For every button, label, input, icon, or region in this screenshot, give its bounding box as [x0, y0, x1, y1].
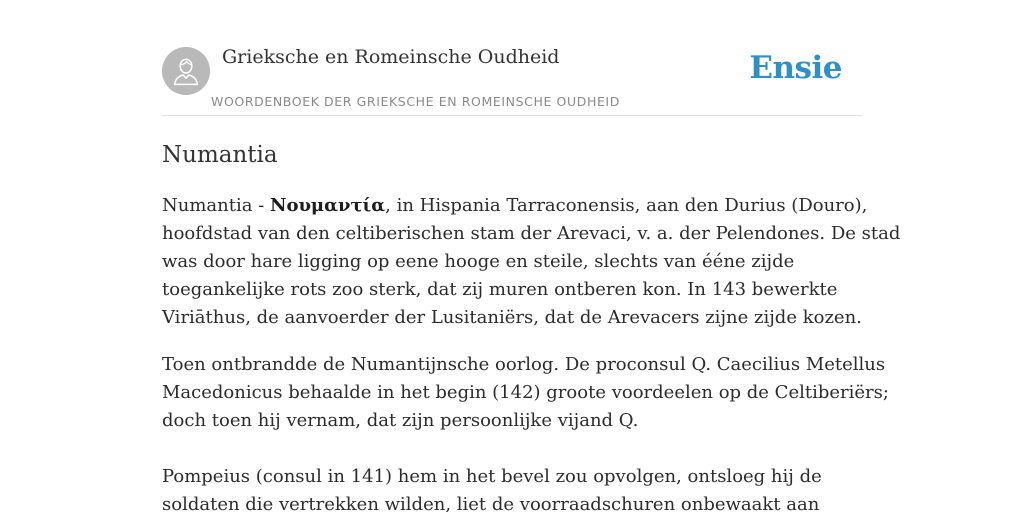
paragraph-2-line-1: Toen ontbrandde de Numantijnsche oorlog. De proconsul Q. Caecilius Metellus: [162, 354, 886, 375]
paragraph-1-line-4: toegankelijke rots zoo sterk, dat zij muren ontberen kon. In 143 bewerkte: [162, 279, 838, 300]
entry-prefix: Numantia -: [162, 195, 270, 216]
site-header: [162, 0, 862, 116]
paragraph-2-line-2: Macedonicus behaalde in het begin (142) groote voordeelen op de Celtiberiërs;: [162, 382, 889, 403]
paragraph-3-line-1: Pompeius (consul in 141) hem in het bevel zou opvolgen, ontsloeg hij de: [162, 466, 822, 487]
paragraph-1-line-2: hoofdstad van den celtiberischen stam der Arevaci, v. a. der Pelendones. De stad: [162, 223, 901, 244]
greek-term: Νουμαντία: [269, 195, 386, 216]
user-avatar-icon[interactable]: [162, 47, 210, 95]
paragraph-1-line-3: was door hare ligging op eene hooge en steile, slechts van ééne zijde: [162, 251, 795, 272]
dictionary-subtitle: WOORDENBOEK DER GRIEKSCHE EN ROMEINSCHE OUDHEID: [211, 94, 620, 109]
entry-title: Numantia: [162, 142, 278, 168]
paragraph-1: [162, 192, 901, 332]
ensie-logo[interactable]: Ensie: [749, 50, 842, 86]
paragraph-2-line-3: doch toen hij vernam, dat zijn persoonlijke vijand Q.: [162, 410, 639, 431]
paragraph-3: [162, 463, 862, 512]
article: [162, 138, 901, 512]
paragraph-1-line-1-text: , in Hispania Tarraconensis, aan den Durius (Douro),: [385, 195, 868, 216]
paragraph-1-line-1: [162, 192, 868, 220]
paragraph-3-line-2: soldaten die vertrekken wilden, liet de voorraadschuren onbewaakt aan: [162, 494, 820, 512]
dictionary-title-link[interactable]: Grieksche en Romeinsche Oudheid: [222, 46, 560, 68]
paragraph-2: [162, 351, 889, 435]
paragraph-1-line-5: Viriāthus, de aanvoerder der Lusitaniërs, dat de Arevacers zijne zijde kozen.: [162, 307, 862, 328]
